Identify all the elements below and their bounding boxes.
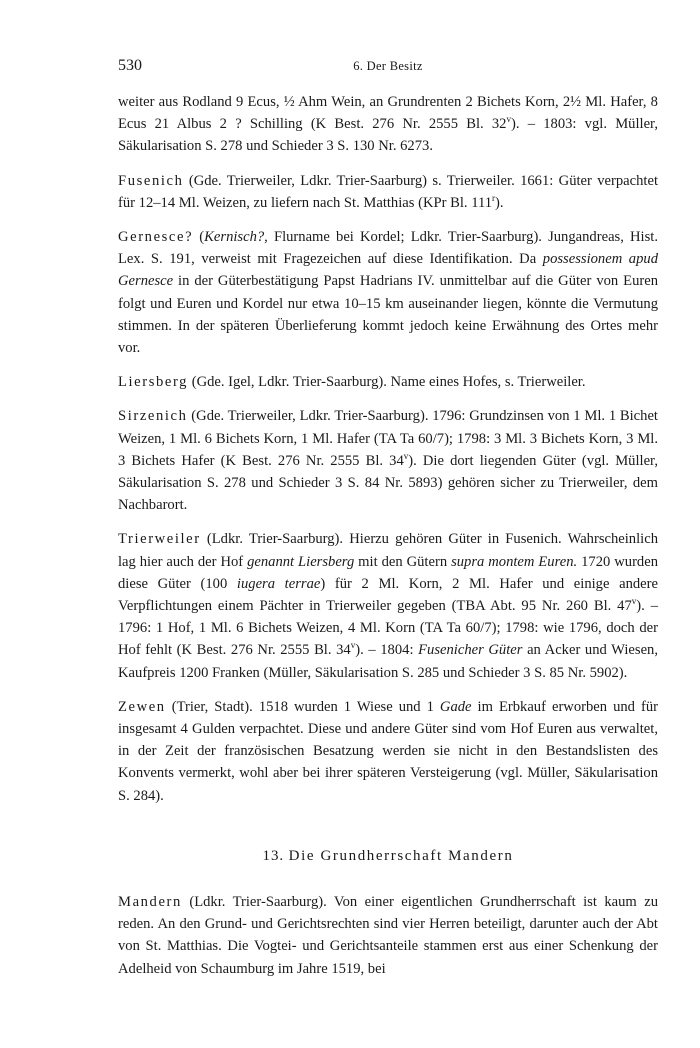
section-heading xyxy=(118,848,658,865)
entry-mandern: Mandern (Ldkr. Trier-Saarburg). Von einer eigentlichen Grundherrschaft ist kaum zu reden. An den Grund- und Gerichtsrechten sind vier Herren beteiligt, darunter auch der Abt von St. Matthias. Die Vogtei- und Gerichtsanteile stammen erst aus einer Schenkung der Adelheid von Schaumburg im Jahre 1519, bei xyxy=(118,893,658,977)
entry-name: Liersberg xyxy=(118,374,189,391)
entry-sirzenich: Sirzenich (Gde. Trierweiler, Ldkr. Trier-Saarburg). 1796: Grundzinsen von 1 Ml. 1 Bichet Weizen, 1 Ml. 6 Bichets Korn, 1 Ml. Hafer (TA Ta 60/7); 1798: 3 Ml. 3 Bichets Korn, 3 Ml. 3 Bichets Hafer (K Best. 276 Nr. 2555 Bl. 34$^v$). Die dort liegenden Güter (vgl. Müller, Säkularisation S. 278 und Schieder 3 S. 84 Nr. 5893) gehören sicher zu Trierweiler, dem Nachbarort. xyxy=(118,408,658,514)
entry-name: Gernesce? xyxy=(118,229,194,246)
entry-gernesce: Gernesce? (Kernisch?, Flurname bei Kordel; Ldkr. Trier-Saarburg). Jungandreas, Hist. Lex. S. 191, verweist mit Fragezeichen auf diese Identifikation. Da possessionem apud Gernesce in der Güterbestätigung Papst Hadrians IV. unmittelbar auf die Güter von Euren folgt und Euren und Kordel nur etwa 10–15 km auseinander liegen, könnte die Vermutung stimmen. In der späteren Überlieferung kommt jedoch keine Erwähnung des Ortes mehr vor. xyxy=(118,229,658,357)
entry-name: Sirzenich xyxy=(118,408,188,425)
entry-continuation: weiter aus Rodland 9 Ecus, ½ Ahm Wein, an Grundrenten 2 Bichets Korn, 2½ Ml. Hafer, 8 Ecus 21 Albus 2 ? Schilling (K Best. 276 Nr. 2555 Bl. 32$^v$). – 1803: vgl. Müller, Säkularisation S. 278 und Schieder 3 S. 130 Nr. 6273. xyxy=(118,94,658,155)
entry-name: Zewen xyxy=(118,698,166,715)
page-number: 530 xyxy=(118,57,142,74)
entry-fusenich: Fusenich (Gde. Trierweiler, Ldkr. Trier-Saarburg) s. Trierweiler. 1661: Güter verpachtet für 12–14 Ml. Weizen, zu liefern nach St. Matthias (KPr Bl. 111$^r$). xyxy=(118,172,658,211)
page-header xyxy=(118,57,658,79)
section-number: 13. xyxy=(262,847,284,864)
section-title: Die Grundherrschaft Mandern xyxy=(288,847,514,864)
entry-liersberg: Liersberg (Gde. Igel, Ldkr. Trier-Saarburg). Name eines Hofes, s. Trierweiler. xyxy=(118,374,586,391)
entry-zewen: Zewen (Trier, Stadt). 1518 wurden 1 Wiese und 1 Gade im Erbkauf erworben und für insgesamt 4 Gulden verpachtet. Diese und andere Güter sind vom Hof Euren aus verwaltet, in der Zeit der französischen Besatzung werden sie nicht in den Bestandslisten des Konvents vermerkt, wohl aber bei ihrer späteren Versteigerung (vgl. Müller, Säkularisation S. 284). xyxy=(118,698,658,804)
entry-name: Fusenich xyxy=(118,172,184,189)
page-body xyxy=(118,91,658,992)
entry-name: Mandern xyxy=(118,893,182,910)
running-head: 6. Der Besitz xyxy=(353,59,423,73)
entry-name: Trierweiler xyxy=(118,531,201,548)
entry-trierweiler: Trierweiler (Ldkr. Trier-Saarburg). Hierzu gehören Güter in Fusenich. Wahrscheinlich lag hier auch der Hof genannt Liersberg mit den Gütern supra montem Euren. 1720 wurden diese Güter (100 iugera terrae) für 2 Ml. Korn, 2 Ml. Hafer und einige andere Verpflichtungen einem Pächter in Trierweiler gegeben (TBA Abt. 95 Nr. 260 Bl. 47$^v$). – 1796: 1 Hof, 1 Ml. 6 Bichets Weizen, 4 Ml. Korn (TA Ta 60/7); 1798: wie 1796, doch der Hof fehlt (K Best. 276 Nr. 2555 Bl. 34$^v$). – 1804: Fusenicher Güter an Acker und Wiesen, Kaufpreis 1200 Franken (Müller, Säkularisation S. 285 und Schieder 3 S. 85 Nr. 5902). xyxy=(118,531,658,681)
